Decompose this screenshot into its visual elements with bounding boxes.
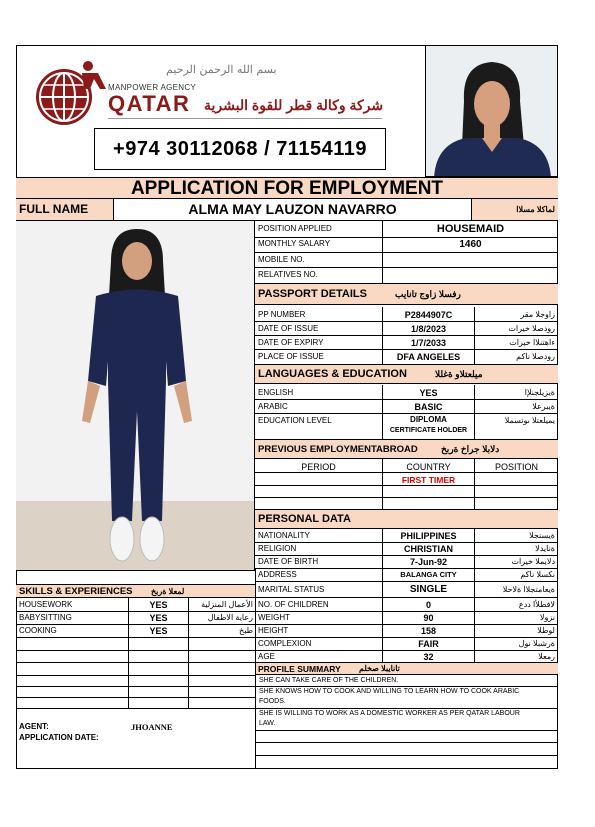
skills-header-arabic: لمعلا ةربخ	[151, 587, 185, 596]
babysitting-value: YES	[149, 613, 168, 623]
address-arabic: نكسلا ناكم	[520, 570, 555, 579]
row-divider	[16, 662, 255, 663]
religion-value: CHRISTIAN	[404, 544, 453, 554]
dob-label: DATE OF BIRTH	[258, 557, 319, 566]
address-label: ADDRESS	[258, 570, 297, 579]
marital-value: SINGLE	[409, 584, 448, 595]
row-divider	[255, 349, 558, 350]
application-date-label: APPLICATION DATE:	[19, 733, 99, 742]
row-divider	[255, 252, 558, 253]
agency-name-big: QATAR	[108, 91, 191, 116]
weight-label: WEIGHT	[258, 613, 290, 622]
age-label: AGE	[258, 652, 275, 661]
full-name-label: FULL NAME	[16, 199, 114, 220]
applicant-photo-full	[16, 221, 255, 571]
row-divider	[16, 708, 255, 709]
marital-label: MARITAL STATUS	[258, 585, 325, 594]
row-divider	[16, 675, 255, 676]
agency-phone: +974 30112068 / 71154119	[94, 128, 386, 170]
nationality-label: NATIONALITY	[258, 531, 310, 540]
applicant-photo-small	[425, 45, 558, 177]
nationality-value: PHILIPPINES	[400, 531, 457, 541]
employment-section-header	[255, 439, 558, 459]
religion-label: RELIGION	[258, 544, 297, 553]
cooking-arabic: طبخ	[239, 626, 253, 635]
personal-header: PERSONAL DATA	[258, 513, 351, 525]
period-column-header: PERIOD	[301, 462, 336, 472]
children-arabic: لافطلأا ددع	[518, 600, 555, 609]
height-label: HEIGHT	[258, 626, 289, 635]
cooking-value: YES	[149, 626, 168, 636]
passport-section-header	[255, 283, 558, 305]
row-divider	[255, 581, 558, 582]
row-divider	[255, 597, 558, 598]
row-divider	[16, 697, 255, 698]
english-value: YES	[419, 388, 438, 398]
row-divider	[255, 730, 558, 731]
passport-header-arabic: رفسلا زاوج تانايب	[395, 289, 461, 299]
profile-line-2: SHE KNOWS HOW TO COOK AND WILLING TO LEARN HOW TO COOK ARABIC	[259, 688, 520, 695]
country-column-header: COUNTRY	[406, 462, 451, 472]
row-divider	[255, 755, 558, 756]
row-divider	[255, 267, 558, 268]
education-value-line1: DIPLOMA	[410, 415, 447, 424]
mobile-label: MOBILE NO.	[258, 255, 305, 264]
employment-header-arabic: دلابلا جراخ ةربخ	[441, 444, 500, 454]
marital-arabic: ةيعامتجلاا ةلاحلا	[502, 585, 555, 594]
row-divider	[255, 335, 558, 336]
arabic-arabic: ةيبرعلا	[532, 402, 555, 411]
languages-section-header	[255, 364, 558, 384]
col-divider	[255, 569, 256, 769]
agency-name-small: MANPOWER AGENCY	[108, 83, 197, 92]
issue-place-arabic: رودصلا ناكم	[516, 352, 555, 361]
weight-arabic: نزولا	[539, 613, 555, 622]
position-column-header: POSITION	[494, 462, 538, 472]
pp-number-label: PP NUMBER	[258, 310, 306, 319]
profile-header: PROFILE SUMMARY	[258, 664, 341, 674]
salary-value: 1460	[459, 239, 482, 250]
row-divider	[255, 321, 558, 322]
profile-line-1: SHE CAN TAKE CARE OF THE CHILDREN.	[259, 677, 399, 684]
pp-number-value: P2844907C	[404, 310, 453, 320]
relatives-label: RELATIVES NO.	[258, 270, 318, 279]
row-divider	[255, 742, 558, 743]
languages-header: LANGUAGES & EDUCATION	[258, 368, 407, 380]
religion-arabic: ةنايدلا	[535, 544, 555, 553]
housework-label: HOUSEWORK	[19, 600, 73, 609]
english-arabic: ةيزيلجنلإا	[524, 388, 555, 397]
expiry-date-label: DATE OF EXPIRY	[258, 338, 324, 347]
complexion-label: COMPLEXION	[258, 639, 312, 648]
row-divider	[16, 686, 255, 687]
agency-underline	[108, 118, 382, 119]
age-arabic: رمعلا	[538, 652, 555, 661]
children-label: NO. OF CHILDREN	[258, 600, 329, 609]
position-label: POSITION APPLIED	[258, 224, 332, 233]
children-value: 0	[425, 600, 431, 610]
weight-value: 90	[423, 613, 434, 623]
cooking-label: COOKING	[19, 626, 57, 635]
education-arabic: يميلعتلا ىوتسملا	[504, 416, 555, 425]
english-label: ENGLISH	[258, 388, 294, 397]
profile-header-arabic: تانايبلا صخلم	[359, 664, 400, 673]
skills-section-header	[16, 584, 255, 598]
issue-date-arabic: رودصلا خيرات	[508, 324, 555, 333]
education-label: EDUCATION LEVEL	[258, 416, 332, 425]
address-value: BALANGA CITY	[400, 570, 457, 579]
bismillah-calligraphy: بسم الله الرحمن الرحيم	[166, 63, 277, 76]
height-value: 158	[420, 626, 437, 636]
full-name-arabic: لماكلا مسلاا	[472, 199, 558, 220]
expiry-date-value: 1/7/2033	[410, 338, 447, 348]
row-divider	[255, 399, 558, 400]
housework-arabic: الأعمال المنزلية	[201, 600, 253, 609]
full-name-row	[16, 199, 558, 221]
babysitting-arabic: رعاية الاطفال	[207, 613, 253, 622]
row-divider	[255, 497, 558, 498]
age-value: 32	[423, 652, 434, 662]
expiry-date-arabic: ءاهتنلاا خيرات	[509, 338, 555, 347]
complexion-arabic: ةرشبلا نول	[518, 639, 555, 648]
issue-place-label: PLACE OF ISSUE	[258, 352, 324, 361]
agent-label: AGENT:	[19, 722, 49, 731]
issue-place-value: DFA ANGELES	[396, 352, 461, 362]
row-divider	[16, 637, 255, 638]
position-value: HOUSEMAID	[436, 223, 505, 235]
row-divider	[16, 650, 255, 651]
arabic-label: ARABIC	[258, 402, 288, 411]
personal-section-header	[255, 509, 558, 529]
profile-section-header	[255, 662, 558, 675]
languages-header-arabic: ميلعتلاو ةغللا	[435, 369, 483, 379]
nationality-arabic: ةيسنجلا	[529, 531, 555, 540]
housework-value: YES	[149, 600, 168, 610]
babysitting-label: BABYSITTING	[19, 613, 72, 622]
agency-logo-icon	[30, 59, 120, 129]
portrait-figure	[426, 46, 558, 177]
complexion-value: FAIR	[418, 639, 439, 649]
arabic-value: BASIC	[414, 402, 443, 412]
profile-line-4: SHE IS WILLING TO WORK AS A DOMESTIC WORKER AS PER QATAR LABOUR	[259, 710, 520, 717]
dob-arabic: دلايملا خيرات	[511, 557, 555, 566]
country-value: FIRST TIMER	[401, 475, 456, 485]
profile-line-3: FOODS.	[259, 698, 286, 705]
issue-date-label: DATE OF ISSUE	[258, 324, 319, 333]
employment-header: PREVIOUS EMPLOYMENTABROAD	[258, 444, 418, 455]
passport-header: PASSPORT DETAILS	[258, 288, 367, 300]
height-arabic: لوطلا	[537, 626, 555, 635]
form-title: APPLICATION FOR EMPLOYMENT	[16, 177, 558, 199]
salary-label: MONTHLY SALARY	[258, 239, 331, 248]
agency-name-arabic: شركة وكالة قطر للقوة البشرية	[204, 97, 384, 113]
pp-number-arabic: زاوجلا مقر	[520, 310, 555, 319]
skills-header: SKILLS & EXPERIENCES	[19, 586, 133, 597]
education-value-line2: CERTIFICATE HOLDER	[389, 427, 468, 434]
full-name-value: ALMA MAY LAUZON NAVARRO	[114, 199, 472, 220]
full-body-figure	[16, 221, 255, 571]
dob-value: 7-Jun-92	[409, 557, 447, 567]
issue-date-value: 1/8/2023	[410, 324, 447, 334]
profile-line-5: LAW.	[259, 720, 276, 727]
agent-value: JHOANNE	[131, 722, 173, 732]
